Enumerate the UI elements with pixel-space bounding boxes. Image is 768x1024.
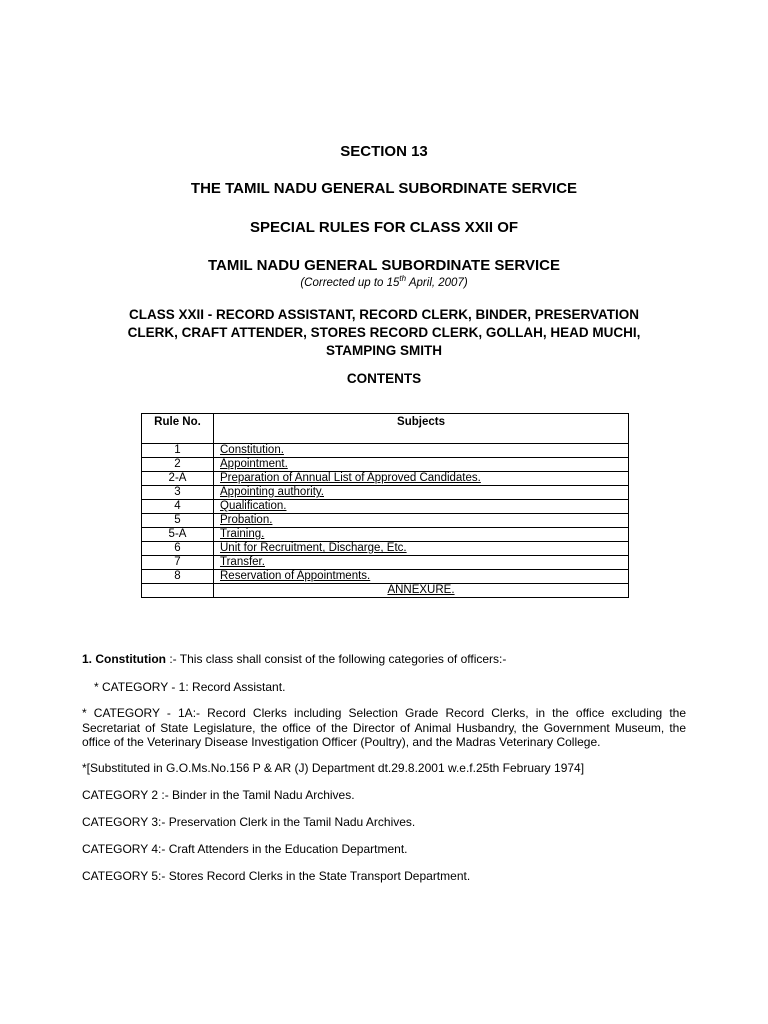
table-row — [142, 556, 629, 570]
constitution-heading: 1. Constitution — [82, 652, 166, 666]
rule-number: 3 — [142, 486, 214, 500]
constitution-text: :- This class shall consist of the following categories of officers:- — [166, 652, 507, 666]
table-row — [142, 486, 629, 500]
rule-subject-link[interactable]: Constitution. — [214, 444, 629, 458]
rule-subject-link[interactable]: Appointment. — [214, 458, 629, 472]
class-title-line-3: STAMPING SMITH — [326, 343, 442, 358]
category-1-paragraph: * CATEGORY - 1: Record Assistant. — [94, 680, 286, 694]
rule-number: 5-A — [142, 528, 214, 542]
category-1a-paragraph: * CATEGORY - 1A:- Record Clerks including Selection Grade Record Clerks, in the office excluding the Secretariat of State Legislature, the office of the Director of Animal Husbandry, the Government Museum, the office of the Veterinary Disease Investigation Officer (Poultry), and the Madras Veterinary College. — [82, 706, 686, 749]
rule-subject-link[interactable]: Training. — [214, 528, 629, 542]
table-row — [142, 570, 629, 584]
class-title-line-1: CLASS XXII - RECORD ASSISTANT, RECORD CLERK, BINDER, PRESERVATION — [128, 307, 640, 322]
correction-note-text: (Corrected up to 15 — [300, 276, 400, 289]
category-5-paragraph: CATEGORY 5:- Stores Record Clerks in the State Transport Department. — [82, 869, 471, 883]
table-row — [142, 444, 629, 458]
subjects-header: Subjects — [214, 414, 629, 444]
table-row — [142, 514, 629, 528]
correction-note-text-end: April, 2007) — [406, 276, 468, 289]
rule-subject-link[interactable]: Preparation of Annual List of Approved Candidates. — [214, 472, 629, 486]
contents-table — [141, 413, 629, 598]
rule-number: 1 — [142, 444, 214, 458]
correction-note-sup: th — [399, 274, 407, 283]
rule-number: 5 — [142, 514, 214, 528]
rule-number: 4 — [142, 500, 214, 514]
constitution-paragraph — [82, 652, 686, 667]
annexure-link[interactable]: ANNEXURE. — [214, 584, 629, 598]
subordinate-service-title: TAMIL NADU GENERAL SUBORDINATE SERVICE — [208, 257, 560, 274]
correction-note — [0, 274, 768, 289]
table-row — [142, 528, 629, 542]
service-title: THE TAMIL NADU GENERAL SUBORDINATE SERVICE — [190, 180, 578, 197]
table-header-row — [142, 414, 629, 444]
rule-subject-link[interactable]: Appointing authority. — [214, 486, 629, 500]
rule-number: 7 — [142, 556, 214, 570]
rule-number: 6 — [142, 542, 214, 556]
rule-subject-link[interactable]: Reservation of Appointments. — [214, 570, 629, 584]
category-2-paragraph: CATEGORY 2 :- Binder in the Tamil Nadu Archives. — [82, 788, 355, 802]
class-title-line-2: CLERK, CRAFT ATTENDER, STORES RECORD CLERK, GOLLAH, HEAD MUCHI, — [127, 325, 641, 340]
rule-number: 8 — [142, 570, 214, 584]
contents-heading: CONTENTS — [346, 371, 422, 386]
rule-subject-link[interactable]: Unit for Recruitment, Discharge, Etc. — [214, 542, 629, 556]
table-row — [142, 500, 629, 514]
category-3-paragraph: CATEGORY 3:- Preservation Clerk in the Tamil Nadu Archives. — [82, 815, 416, 829]
special-rules-title: SPECIAL RULES FOR CLASS XXII OF — [249, 219, 519, 236]
category-4-paragraph: CATEGORY 4:- Craft Attenders in the Education Department. — [82, 842, 408, 856]
rule-subject-link[interactable]: Transfer. — [214, 556, 629, 570]
rule-no-header: Rule No. — [142, 414, 214, 444]
substitution-note: *[Substituted in G.O.Ms.No.156 P & AR (J) Department dt.29.8.2001 w.e.f.25th February 1974] — [82, 761, 585, 775]
table-row — [142, 458, 629, 472]
rule-subject-link[interactable]: Probation. — [214, 514, 629, 528]
class-title — [0, 306, 768, 360]
rule-subject-link[interactable]: Qualification. — [214, 500, 629, 514]
table-row — [142, 584, 629, 598]
table-row — [142, 472, 629, 486]
rule-number: 2-A — [142, 472, 214, 486]
rule-number: 2 — [142, 458, 214, 472]
section-heading: SECTION 13 — [340, 143, 428, 160]
table-row — [142, 542, 629, 556]
rule-number-empty — [142, 584, 214, 598]
